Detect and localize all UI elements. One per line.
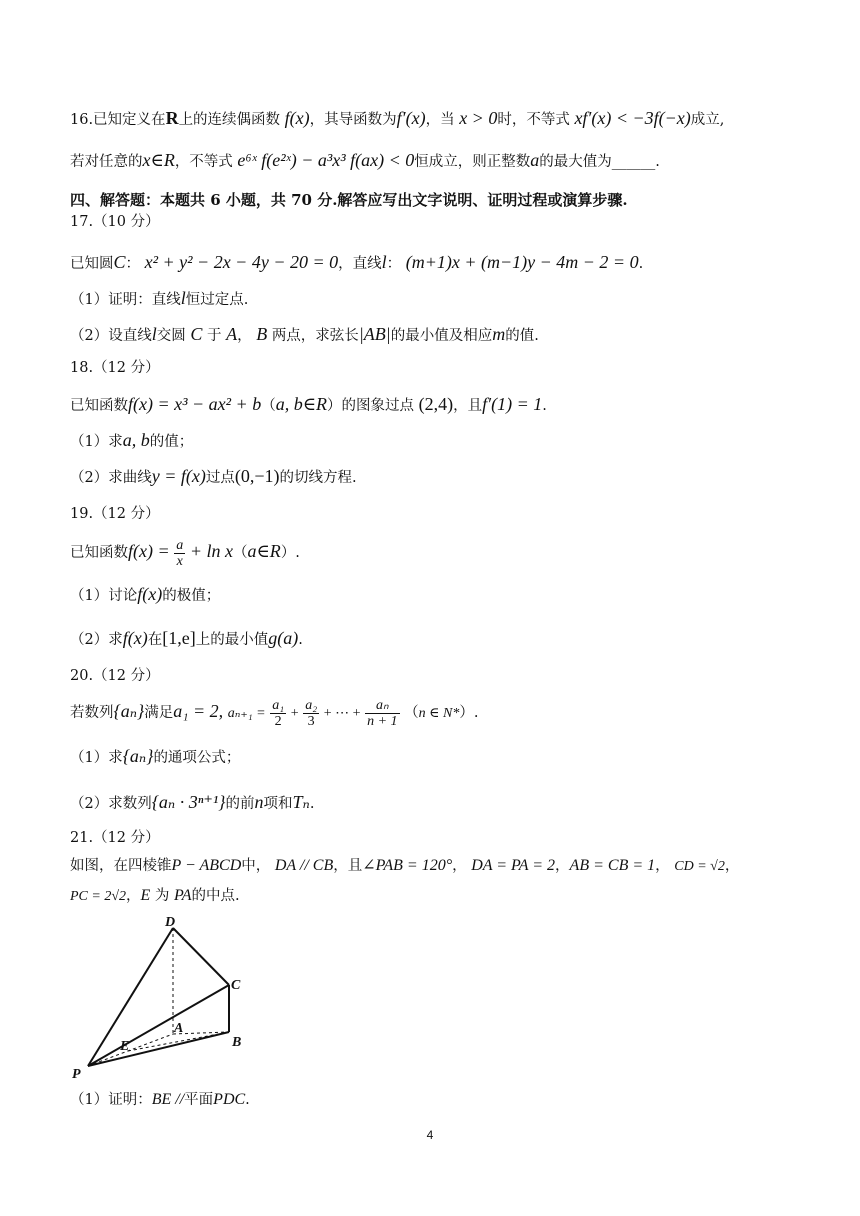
q21-angle: ∠PAB = 120° — [362, 857, 453, 874]
q21-text: ， — [555, 858, 570, 874]
q19-fx: f(x) — [137, 584, 163, 604]
q21-PA: PA — [174, 887, 192, 904]
q18-fp: f′(1) = 1 — [482, 394, 543, 414]
q19-part2 — [70, 626, 303, 652]
q20-frac3-den: n + 1 — [367, 713, 398, 729]
q19-number: 19.（12 分） — [70, 506, 160, 522]
q21-text: . — [245, 1092, 250, 1108]
q19-aR: a∈R — [247, 541, 281, 561]
section-heading: 四、解答题：本题共 6 小题，共 70 分.解答应写出文字说明、证明过程或演算步骤. — [70, 191, 628, 209]
q17-part2 — [70, 322, 539, 348]
q18-fx: f(x) = x³ − ax² + b — [128, 394, 262, 414]
q21-text: ，且 — [333, 858, 363, 874]
q20-text: ）. — [459, 705, 479, 721]
edge-DC — [173, 928, 229, 985]
q21-text: （1）证明： — [70, 1092, 152, 1108]
q20-text: 满足 — [144, 705, 174, 721]
q21-stem2 — [70, 884, 240, 909]
q17-text: 恒过定点. — [185, 292, 249, 308]
q20-dots: + ⋯ + — [323, 706, 361, 721]
q17-text: 两点，求弦长 — [271, 328, 359, 344]
q17-circle-eq: x² + y² − 2x − 4y − 20 = 0 — [144, 252, 339, 272]
q20-text: 项和 — [263, 796, 293, 812]
q19-text: （1）讨论 — [70, 588, 138, 604]
q21-text: 如图，在四棱锥 — [70, 858, 172, 874]
q17-l: l — [180, 288, 186, 308]
q18-stem — [70, 392, 547, 418]
q20-frac2-den: 3 — [307, 713, 315, 729]
q18-part2 — [70, 464, 357, 490]
q19-frac-den: x — [176, 553, 183, 569]
q20-an1: aₙ₊₁ = — [227, 706, 266, 721]
q20-frac1 — [270, 698, 286, 729]
q17-text: 的值. — [505, 328, 539, 344]
q17-text: 的最小值及相应 — [390, 328, 493, 344]
q19-text: 的极值； — [162, 588, 221, 604]
q20-part1 — [70, 744, 240, 770]
q21-text: ， — [126, 888, 141, 904]
q19-text: （2）求 — [70, 632, 123, 648]
q21-number: 21.（12 分） — [70, 830, 160, 846]
q18-text: （2）求曲线 — [70, 470, 152, 486]
q16-ineq2: e⁶ˣ f(e²ˣ) − a³x³ f(ax) < 0 — [237, 150, 415, 170]
q17-C: C — [190, 324, 203, 344]
q21-text: 的中点. — [191, 888, 240, 904]
q19-ln: + ln x — [189, 541, 233, 561]
q17-text: ， — [237, 328, 252, 344]
q19-fx: f(x) = — [128, 541, 170, 561]
q20-n: n — [254, 792, 264, 812]
q21-cd: CD = √2 — [674, 859, 725, 874]
q20-seq: {aₙ} — [113, 701, 145, 721]
q16-line2 — [70, 148, 660, 174]
q17-text: ： — [386, 256, 402, 272]
q16-cond: x > 0 — [459, 108, 498, 128]
q16-fx: f(x) — [284, 108, 310, 128]
q16-text: 若对任意的 — [70, 154, 143, 170]
q16-text: 的最大值为______. — [539, 154, 660, 170]
q21-text: 中， — [241, 858, 271, 874]
q20-Tn: Tₙ — [292, 792, 310, 812]
q17-text: 交圆 — [156, 328, 186, 344]
edge-PC — [88, 985, 229, 1066]
q20-text: （2）求数列 — [70, 796, 152, 812]
q19-frac-num: a — [176, 537, 184, 553]
q19-fraction — [174, 538, 185, 569]
q21-text: ， — [452, 858, 467, 874]
q17-AB: |AB| — [358, 324, 391, 344]
q19-fx: f(x) — [122, 628, 148, 648]
q21-BE: BE // — [151, 1091, 185, 1108]
q20-text: 的通项公式； — [153, 750, 241, 766]
q20-frac1-num: a₁ — [272, 697, 285, 713]
q16-line1 — [70, 106, 724, 132]
q18-text: 的切线方程. — [279, 470, 357, 486]
q20-text: 的前 — [225, 796, 255, 812]
q20-frac1-den: 2 — [274, 713, 282, 729]
q21-PDC: PDC — [213, 1091, 246, 1108]
q21-pyramid: P − ABCD — [171, 857, 242, 874]
q18-point: (0,−1) — [234, 466, 280, 486]
q19-stem — [70, 534, 300, 570]
q17-text: ，直线 — [338, 256, 382, 272]
q18-text: 已知函数 — [70, 398, 128, 414]
q19-ga: g(a) — [268, 628, 299, 648]
q16-ineq: xf′(x) < −3f(−x) — [574, 108, 691, 128]
q18-text: （1）求 — [70, 434, 123, 450]
q18-number: 18.（12 分） — [70, 360, 160, 376]
q20-frac3-num: aₙ — [365, 698, 399, 714]
q17-text: （2）设直线 — [70, 328, 152, 344]
q19-interval: [1,e] — [162, 628, 196, 648]
q20-stem: 若数列{aₙ}满足a₁ = 2, aₙ₊₁ = $\frac{\text{a₁}}{2}$ + $\frac{\text{a₂}}{3}$ + ⋯ + $\frac{\text{aₙ}}{n + 1}$ （n ∈ N*）. — [70, 697, 479, 729]
q21-E: E — [140, 887, 151, 904]
q18-text: . — [542, 398, 547, 414]
label-A: A — [174, 1021, 184, 1036]
edge-PB — [88, 1032, 229, 1066]
q20-seq-pow: {aₙ · 3ⁿ⁺¹} — [151, 792, 226, 812]
label-P: P — [72, 1067, 81, 1082]
q21-stem1 — [70, 854, 739, 879]
q19-text: （ — [232, 545, 248, 561]
q20-number: 20.（12 分） — [70, 668, 160, 684]
q20-frac2-num: a₂ — [305, 697, 318, 713]
q20-seq: {aₙ} — [122, 746, 154, 766]
q19-text: 已知函数 — [70, 545, 128, 561]
q19-text: . — [298, 632, 303, 648]
q16-text: ，当 — [425, 112, 455, 128]
q17-l: l — [381, 252, 387, 272]
page-number: 4 — [426, 1128, 434, 1142]
q18-point: (2,4) — [418, 394, 454, 414]
label-D: D — [165, 915, 176, 930]
label-B: B — [232, 1035, 242, 1050]
q17-text: （1）证明：直线 — [70, 292, 181, 308]
q19-part1 — [70, 582, 220, 608]
q16-text: ，其导函数为 — [309, 112, 397, 128]
q20-frac2 — [303, 698, 319, 729]
q17-l: l — [151, 324, 157, 344]
q18-text: 的值； — [149, 434, 194, 450]
q16-a: a — [530, 150, 540, 170]
q17-text: 已知圆 — [70, 256, 114, 272]
q17-m: m — [492, 324, 506, 344]
edge-PA — [88, 1034, 173, 1066]
q20-a1: a₁ = 2, — [173, 701, 224, 721]
q16-text: 恒成立，则正整数 — [414, 154, 531, 170]
q17-line-eq: (m+1)x + (m−1)y − 4m − 2 = 0 — [405, 252, 639, 272]
q17-text: 于 — [206, 328, 222, 344]
q21-len1: DA = PA = 2 — [471, 857, 556, 874]
q16-text: ，不等式 — [174, 154, 233, 170]
q17-text: ： — [125, 256, 141, 272]
q17-text: . — [638, 256, 644, 272]
q18-text: （ — [261, 398, 276, 414]
q17-A: A — [226, 324, 238, 344]
q20-nN: n ∈ N* — [418, 706, 460, 721]
q18-text: ，且 — [453, 398, 483, 414]
q19-text: 上的最小值 — [195, 632, 269, 648]
q20-text: . — [309, 796, 315, 812]
q20-text: （1）求 — [70, 750, 123, 766]
q21-parallel: DA // CB — [274, 857, 334, 874]
q16-text: 时，不等式 — [497, 112, 570, 128]
q16-fpx: f′(x) — [396, 108, 426, 128]
q20-text: 若数列 — [70, 705, 114, 721]
q17-part1 — [70, 286, 248, 312]
q17-B: B — [256, 324, 268, 344]
q18-text: ）的图象过点 — [327, 398, 415, 414]
q16-text: 上的连续偶函数 — [178, 112, 281, 128]
q20-part2 — [70, 790, 314, 816]
q18-ab: a, b∈R — [275, 394, 328, 414]
q21-part1 — [70, 1088, 250, 1112]
q21-text: ， — [724, 858, 740, 874]
q20-text: （ — [404, 705, 419, 721]
label-C: C — [231, 978, 241, 993]
q18-part1 — [70, 428, 193, 454]
q21-text: 为 — [154, 888, 170, 904]
q17-number: 17.（10 分） — [70, 214, 160, 230]
q21-text: 平面 — [184, 1092, 214, 1108]
q19-text: 在 — [147, 632, 163, 648]
q19-text: ）. — [280, 545, 300, 561]
label-E: E — [120, 1039, 130, 1054]
q21-len2: AB = CB = 1 — [569, 857, 656, 874]
q20-frac3 — [365, 698, 399, 729]
q16-text: 16.已知定义在 — [70, 112, 166, 128]
q16-set-R: R — [165, 108, 179, 128]
q18-ab: a, b — [122, 430, 150, 450]
q17-stem — [70, 250, 643, 276]
q18-text: 过点 — [205, 470, 235, 486]
q18-curve: y = f(x) — [151, 466, 206, 486]
q17-C: C — [113, 252, 126, 272]
q21-pc: PC = 2√2 — [70, 889, 127, 904]
q16-x: x∈R — [142, 150, 175, 170]
q16-text: 成立, — [690, 112, 725, 128]
q21-text: ， — [655, 858, 670, 874]
pyramid-figure — [70, 912, 260, 1084]
